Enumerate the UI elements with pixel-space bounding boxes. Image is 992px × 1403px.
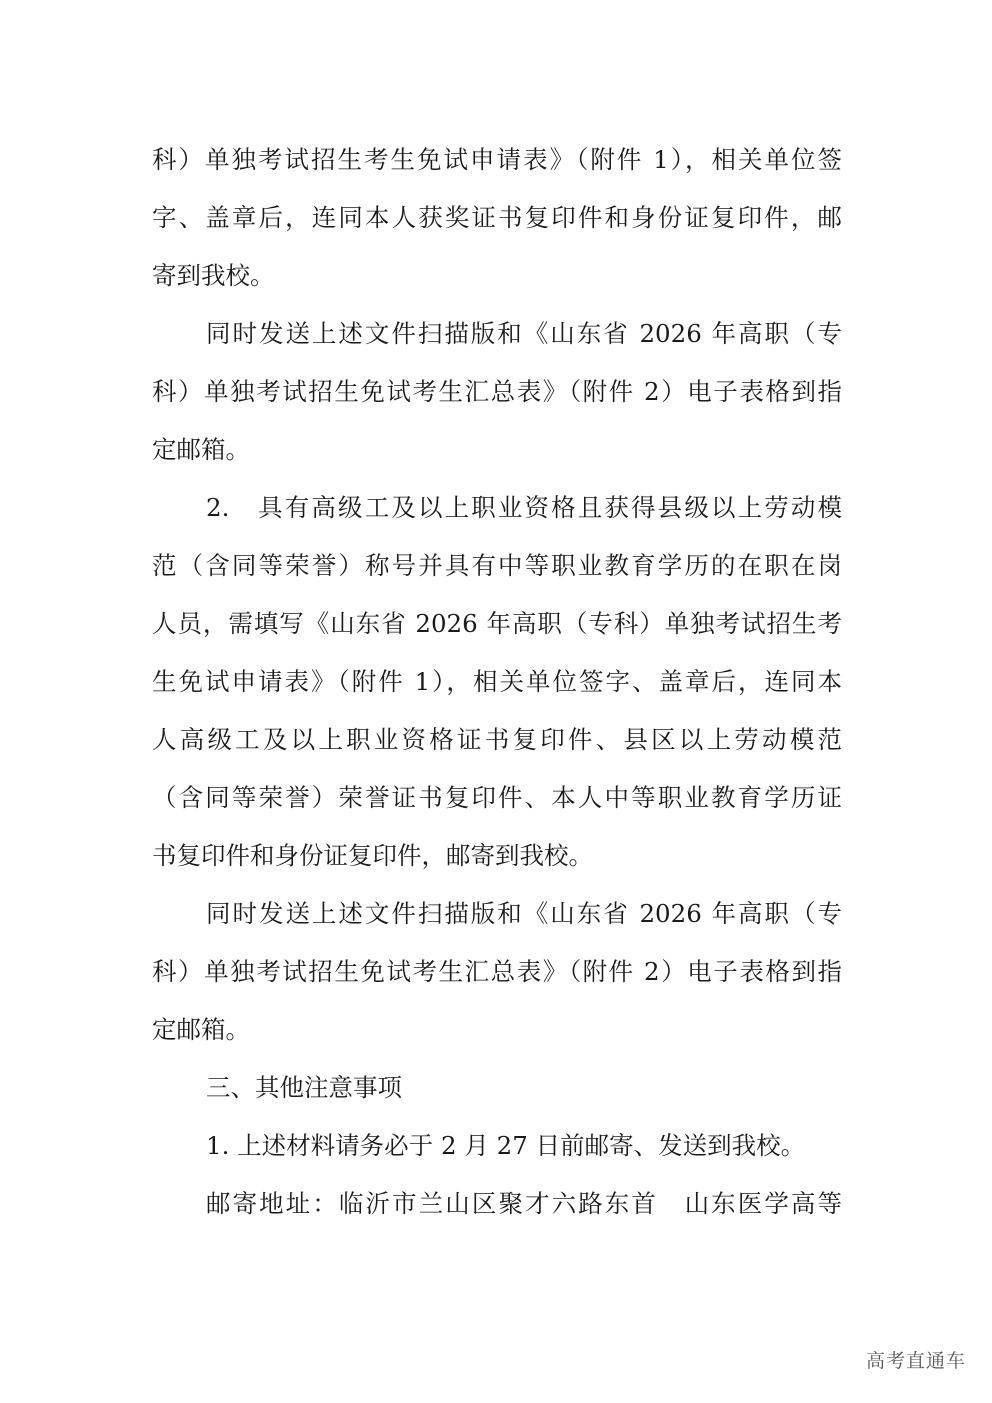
section-heading: 三、其他注意事项 bbox=[206, 1073, 402, 1102]
paragraph-line: 字、盖章后，连同本人获奖证书复印件和身份证复印件，邮 bbox=[152, 203, 842, 232]
watermark: 高考直通车 bbox=[865, 1350, 966, 1372]
paragraph-line: 同时发送上述文件扫描版和《山东省 2026 年高职（专 bbox=[206, 899, 842, 928]
paragraph-line: 书复印件和身份证复印件，邮寄到我校。 bbox=[152, 841, 593, 870]
paragraph-line: 1. 上述材料请务必于 2 月 27 日前邮寄、发送到我校。 bbox=[206, 1131, 806, 1160]
paragraph-line: 寄到我校。 bbox=[152, 261, 275, 290]
document-body bbox=[152, 131, 842, 1233]
paragraph-line: 同时发送上述文件扫描版和《山东省 2026 年高职（专 bbox=[206, 319, 842, 348]
paragraph-line: 定邮箱。 bbox=[152, 1015, 250, 1044]
paragraph-line: 科）单独考试招生考生免试申请表》（附件 1），相关单位签 bbox=[152, 145, 842, 174]
paragraph-line: 定邮箱。 bbox=[152, 435, 250, 464]
paragraph-line: 人员，需填写《山东省 2026 年高职（专科）单独考试招生考 bbox=[152, 609, 842, 638]
paragraph-line: 科）单独考试招生免试考生汇总表》（附件 2）电子表格到指 bbox=[152, 957, 842, 986]
paragraph-line: （含同等荣誉）荣誉证书复印件、本人中等职业教育学历证 bbox=[152, 783, 842, 812]
paragraph-line: 邮寄地址：临沂市兰山区聚才六路东首 山东医学高等 bbox=[206, 1189, 842, 1218]
paragraph-line: 2. 具有高级工及以上职业资格且获得县级以上劳动模 bbox=[206, 493, 842, 522]
paragraph-line: 人高级工及以上职业资格证书复印件、县区以上劳动模范 bbox=[152, 725, 842, 754]
paragraph-line: 生免试申请表》（附件 1），相关单位签字、盖章后，连同本 bbox=[152, 667, 842, 696]
paragraph-line: 科）单独考试招生免试考生汇总表》（附件 2）电子表格到指 bbox=[152, 377, 842, 406]
paragraph-line: 范（含同等荣誉）称号并具有中等职业教育学历的在职在岗 bbox=[152, 551, 842, 580]
